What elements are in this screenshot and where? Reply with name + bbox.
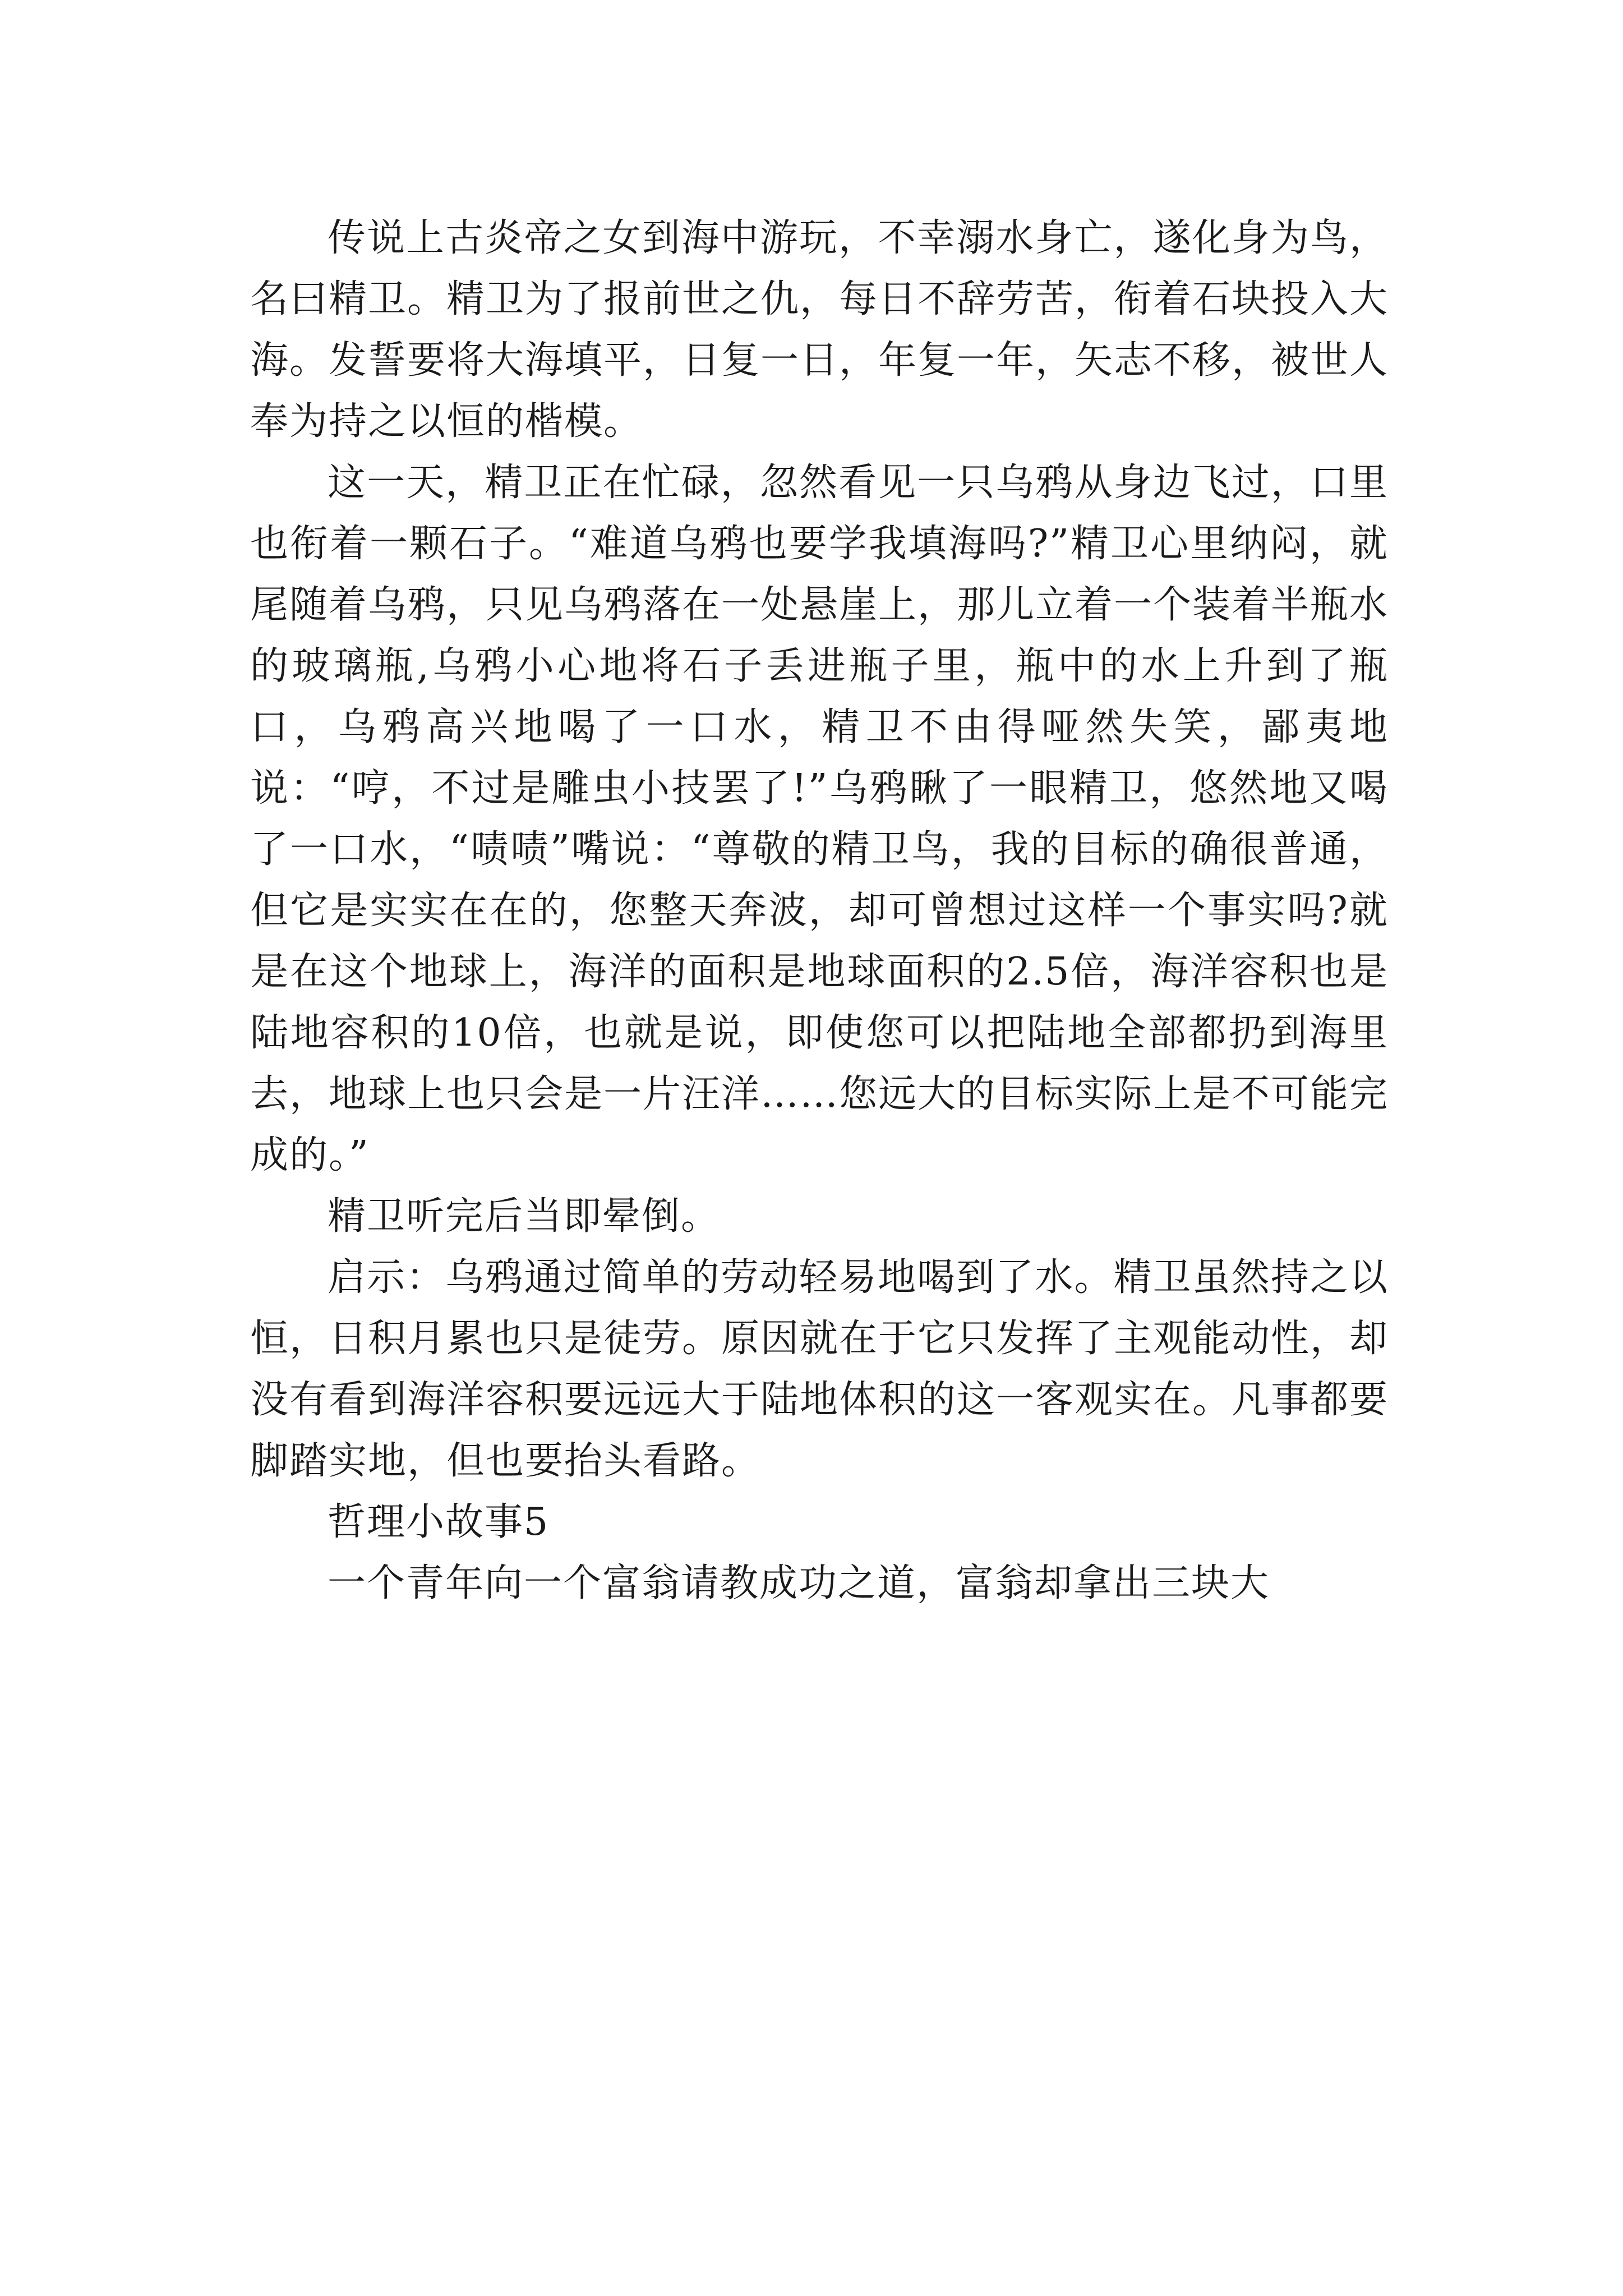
paragraph-moral: 启示：乌鸦通过简单的劳动轻易地喝到了水。精卫虽然持之以恒，日积月累也只是徒劳。原因就在于它只发挥了主观能动性，却没有看到海洋容积要远远大于陆地体积的这一客观实在。凡事都要脚踏实地，但也要抬头看路。 — [250, 1255, 1389, 1483]
paragraph-fainted: 精卫听完后当即晕倒。 — [328, 1194, 721, 1239]
paragraph-legend: 传说上古炎帝之女到海中游玩，不幸溺水身亡，遂化身为鸟，名曰精卫。精卫为了报前世之仇，每日不辞劳苦，衔着石块投入大海。发誓要将大海填平，日复一日，年复一年，矢志不移，被世人奉为持之以恒的楷模。 — [250, 216, 1389, 444]
section-heading: 哲理小故事5 — [328, 1500, 550, 1544]
paragraph-crow-story: 这一天，精卫正在忙碌，忽然看见一只乌鸦从身边飞过，口里也衔着一颗石子。“难道乌鸦也要学我填海吗?”精卫心里纳闷，就尾随着乌鸦，只见乌鸦落在一处悬崖上，那儿立着一个装着半瓶水的玻璃瓶,乌鸦小心地将石子丢进瓶子里，瓶中的水上升到了瓶口，乌鸦高兴地喝了一口水，精卫不由得哑然失笑，鄙夷地说：“哼，不过是雕虫小技罢了!”乌鸦瞅了一眼精卫，悠然地又喝了一口水，“啧啧”嘴说：“尊敬的精卫鸟，我的目标的确很普通，但它是实实在在的，您整天奔波，却可曾想过这样一个事实吗?就是在这个地球上，海洋的面积是地球面积的2.5倍，海洋容积也是陆地容积的10倍，也就是说，即使您可以把陆地全部都扔到海里去，地球上也只会是一片汪洋……您远大的目标实际上是不可能完成的。” — [250, 461, 1389, 1177]
paragraph-next-story: 一个青年向一个富翁请教成功之道，富翁却拿出三块大 — [328, 1561, 1270, 1605]
document-page — [250, 208, 1389, 1614]
